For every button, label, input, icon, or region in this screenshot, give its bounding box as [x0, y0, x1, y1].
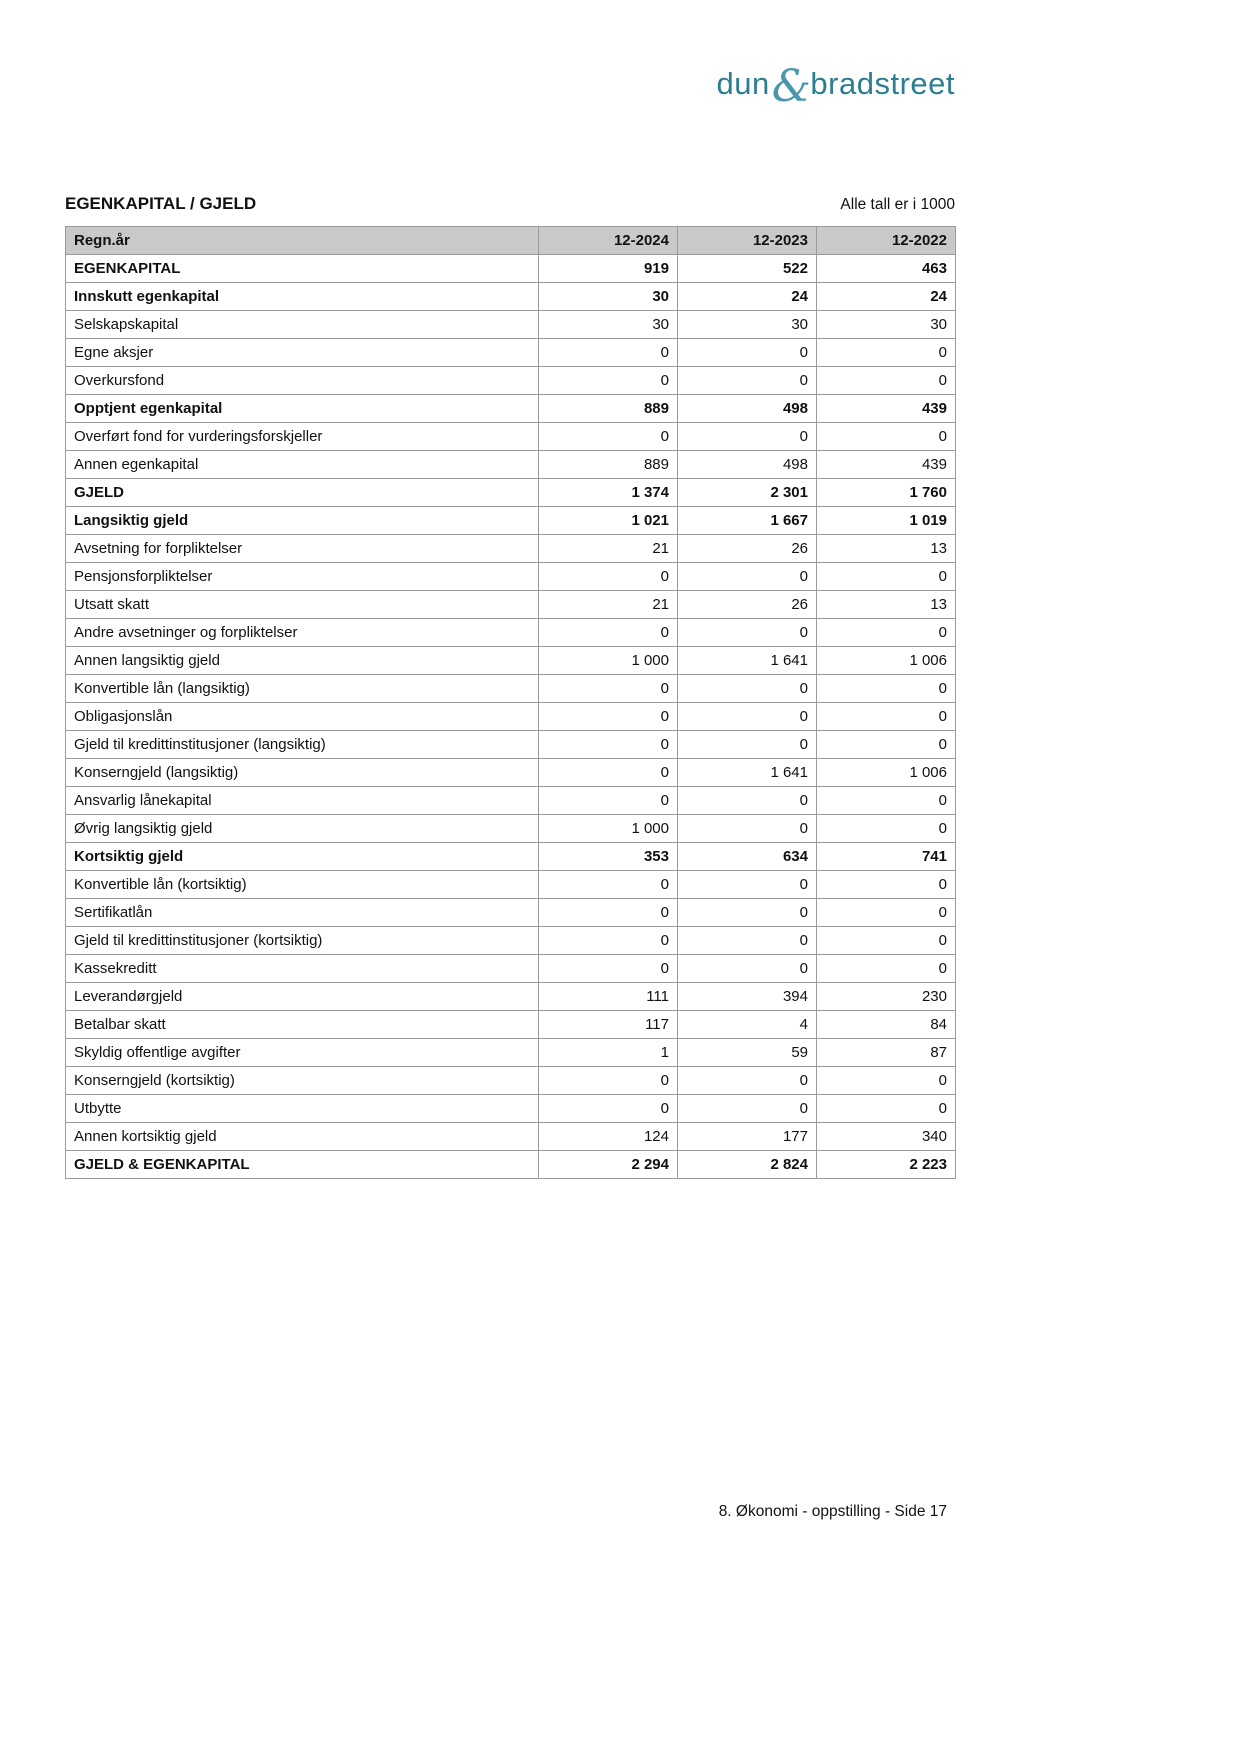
row-value: 2 824: [678, 1151, 817, 1179]
row-value: 0: [678, 1095, 817, 1123]
table-row: [66, 675, 956, 703]
row-value: 0: [817, 423, 956, 451]
row-value: 0: [678, 339, 817, 367]
row-label: Konvertible lån (kortsiktig): [66, 871, 539, 899]
row-value: 177: [678, 1123, 817, 1151]
row-value: 1 641: [678, 759, 817, 787]
table-row: [66, 899, 956, 927]
row-value: 30: [817, 311, 956, 339]
table-row: [66, 1067, 956, 1095]
row-value: 0: [817, 1067, 956, 1095]
row-value: 0: [539, 871, 678, 899]
row-value: 463: [817, 255, 956, 283]
row-label: Gjeld til kredittinstitusjoner (langsiktig): [66, 731, 539, 759]
row-value: 0: [817, 367, 956, 395]
row-label: Overført fond for vurderingsforskjeller: [66, 423, 539, 451]
row-label: GJELD: [66, 479, 539, 507]
table-body: [66, 255, 956, 1179]
row-value: 0: [539, 787, 678, 815]
row-value: 340: [817, 1123, 956, 1151]
row-value: 439: [817, 395, 956, 423]
row-value: 0: [817, 899, 956, 927]
row-value: 0: [539, 1095, 678, 1123]
column-header-year-2024: 12-2024: [539, 227, 678, 255]
table-row: [66, 255, 956, 283]
row-value: 0: [817, 731, 956, 759]
row-value: 1: [539, 1039, 678, 1067]
row-value: 889: [539, 395, 678, 423]
table-row: [66, 871, 956, 899]
row-label: Overkursfond: [66, 367, 539, 395]
table-row: [66, 451, 956, 479]
row-value: 0: [678, 423, 817, 451]
row-value: 111: [539, 983, 678, 1011]
row-value: 1 760: [817, 479, 956, 507]
row-label: Utbytte: [66, 1095, 539, 1123]
row-value: 498: [678, 451, 817, 479]
column-header-year-2022: 12-2022: [817, 227, 956, 255]
row-value: 24: [678, 283, 817, 311]
row-value: 0: [817, 619, 956, 647]
row-value: 0: [539, 927, 678, 955]
row-value: 0: [678, 731, 817, 759]
table-row: [66, 339, 956, 367]
table-row: [66, 535, 956, 563]
row-value: 0: [539, 731, 678, 759]
table-row: [66, 1039, 956, 1067]
row-value: 0: [817, 787, 956, 815]
row-value: 230: [817, 983, 956, 1011]
row-label: Skyldig offentlige avgifter: [66, 1039, 539, 1067]
page-footer: 8. Økonomi - oppstilling - Side 17: [718, 1503, 947, 1520]
row-label: Konserngjeld (kortsiktig): [66, 1067, 539, 1095]
row-value: 0: [678, 367, 817, 395]
column-header-year-2023: 12-2023: [678, 227, 817, 255]
table-row: [66, 731, 956, 759]
row-value: 0: [678, 871, 817, 899]
row-value: 522: [678, 255, 817, 283]
row-value: 0: [678, 1067, 817, 1095]
table-row: [66, 1095, 956, 1123]
row-value: 0: [678, 815, 817, 843]
row-value: 0: [539, 899, 678, 927]
row-value: 0: [817, 871, 956, 899]
row-label: Gjeld til kredittinstitusjoner (kortsiktig): [66, 927, 539, 955]
row-value: 353: [539, 843, 678, 871]
row-value: 30: [539, 283, 678, 311]
table-row: [66, 759, 956, 787]
table-header-row: [66, 227, 956, 255]
row-label: Ansvarlig lånekapital: [66, 787, 539, 815]
table-row: [66, 1123, 956, 1151]
row-value: 0: [678, 703, 817, 731]
table-header: [66, 227, 956, 255]
row-value: 0: [678, 955, 817, 983]
row-label: Selskapskapital: [66, 311, 539, 339]
row-value: 2 294: [539, 1151, 678, 1179]
logo-text-bradstreet: bradstreet: [810, 66, 955, 101]
table-row: [66, 787, 956, 815]
row-value: 0: [817, 927, 956, 955]
row-value: 87: [817, 1039, 956, 1067]
row-value: 30: [678, 311, 817, 339]
row-label: Langsiktig gjeld: [66, 507, 539, 535]
row-label: GJELD & EGENKAPITAL: [66, 1151, 539, 1179]
row-value: 1 374: [539, 479, 678, 507]
row-value: 1 006: [817, 647, 956, 675]
row-label: Innskutt egenkapital: [66, 283, 539, 311]
row-value: 634: [678, 843, 817, 871]
table-row: [66, 591, 956, 619]
row-value: 394: [678, 983, 817, 1011]
row-value: 741: [817, 843, 956, 871]
row-value: 1 021: [539, 507, 678, 535]
section-header: [65, 194, 955, 214]
table-row: [66, 395, 956, 423]
row-value: 59: [678, 1039, 817, 1067]
row-label: Konvertible lån (langsiktig): [66, 675, 539, 703]
row-value: 13: [817, 535, 956, 563]
row-value: 919: [539, 255, 678, 283]
table-row: [66, 1011, 956, 1039]
row-label: Pensjonsforpliktelser: [66, 563, 539, 591]
logo-text-dun: dun: [716, 66, 770, 101]
row-value: 0: [539, 1067, 678, 1095]
unit-note: Alle tall er i 1000: [840, 196, 955, 213]
row-value: 0: [678, 787, 817, 815]
table-row: [66, 927, 956, 955]
row-value: 0: [678, 619, 817, 647]
table-row: [66, 423, 956, 451]
row-label: Sertifikatlån: [66, 899, 539, 927]
row-value: 498: [678, 395, 817, 423]
row-value: 0: [539, 423, 678, 451]
section-title: EGENKAPITAL / GJELD: [65, 194, 257, 213]
row-value: 0: [817, 675, 956, 703]
row-value: 0: [678, 899, 817, 927]
row-value: 117: [539, 1011, 678, 1039]
row-label: Leverandørgjeld: [66, 983, 539, 1011]
row-value: 0: [678, 675, 817, 703]
row-label: Kassekreditt: [66, 955, 539, 983]
row-value: 1 641: [678, 647, 817, 675]
row-value: 0: [539, 339, 678, 367]
row-label: Kortsiktig gjeld: [66, 843, 539, 871]
row-label: Andre avsetninger og forpliktelser: [66, 619, 539, 647]
row-value: 26: [678, 535, 817, 563]
row-value: 0: [539, 619, 678, 647]
row-label: EGENKAPITAL: [66, 255, 539, 283]
row-value: 1 000: [539, 647, 678, 675]
table-row: [66, 619, 956, 647]
row-value: 26: [678, 591, 817, 619]
row-value: 439: [817, 451, 956, 479]
row-value: 24: [817, 283, 956, 311]
table-row: [66, 703, 956, 731]
row-label: Betalbar skatt: [66, 1011, 539, 1039]
table-row: [66, 647, 956, 675]
row-value: 0: [817, 703, 956, 731]
row-label: Obligasjonslån: [66, 703, 539, 731]
table-row: [66, 479, 956, 507]
table-row: [66, 1151, 956, 1179]
dun-bradstreet-logo: dun&bradstreet: [716, 61, 955, 112]
row-label: Annen langsiktig gjeld: [66, 647, 539, 675]
row-value: 2 301: [678, 479, 817, 507]
row-value: 0: [817, 339, 956, 367]
row-value: 1 006: [817, 759, 956, 787]
table-row: [66, 955, 956, 983]
row-value: 0: [817, 563, 956, 591]
row-value: 13: [817, 591, 956, 619]
row-label: Øvrig langsiktig gjeld: [66, 815, 539, 843]
row-value: 21: [539, 591, 678, 619]
row-value: 1 000: [539, 815, 678, 843]
row-value: 2 223: [817, 1151, 956, 1179]
row-value: 4: [678, 1011, 817, 1039]
row-value: 0: [539, 955, 678, 983]
row-value: 0: [539, 759, 678, 787]
table-row: [66, 843, 956, 871]
row-value: 30: [539, 311, 678, 339]
row-value: 21: [539, 535, 678, 563]
row-value: 0: [539, 563, 678, 591]
row-value: 1 019: [817, 507, 956, 535]
table-row: [66, 283, 956, 311]
table-row: [66, 311, 956, 339]
row-label: Utsatt skatt: [66, 591, 539, 619]
row-value: 0: [539, 675, 678, 703]
row-label: Egne aksjer: [66, 339, 539, 367]
row-value: 0: [817, 955, 956, 983]
row-value: 0: [539, 367, 678, 395]
row-label: Annen egenkapital: [66, 451, 539, 479]
table-row: [66, 507, 956, 535]
table-row: [66, 983, 956, 1011]
table-row: [66, 815, 956, 843]
table-row: [66, 563, 956, 591]
row-value: 0: [817, 1095, 956, 1123]
row-value: 889: [539, 451, 678, 479]
row-value: 0: [678, 927, 817, 955]
equity-debt-table: [65, 226, 956, 1179]
row-value: 0: [678, 563, 817, 591]
column-header-label: Regn.år: [66, 227, 539, 255]
row-label: Annen kortsiktig gjeld: [66, 1123, 539, 1151]
row-value: 84: [817, 1011, 956, 1039]
row-label: Konserngjeld (langsiktig): [66, 759, 539, 787]
row-value: 0: [539, 703, 678, 731]
row-value: 1 667: [678, 507, 817, 535]
table-row: [66, 367, 956, 395]
row-value: 0: [817, 815, 956, 843]
row-label: Opptjent egenkapital: [66, 395, 539, 423]
row-value: 124: [539, 1123, 678, 1151]
row-label: Avsetning for forpliktelser: [66, 535, 539, 563]
